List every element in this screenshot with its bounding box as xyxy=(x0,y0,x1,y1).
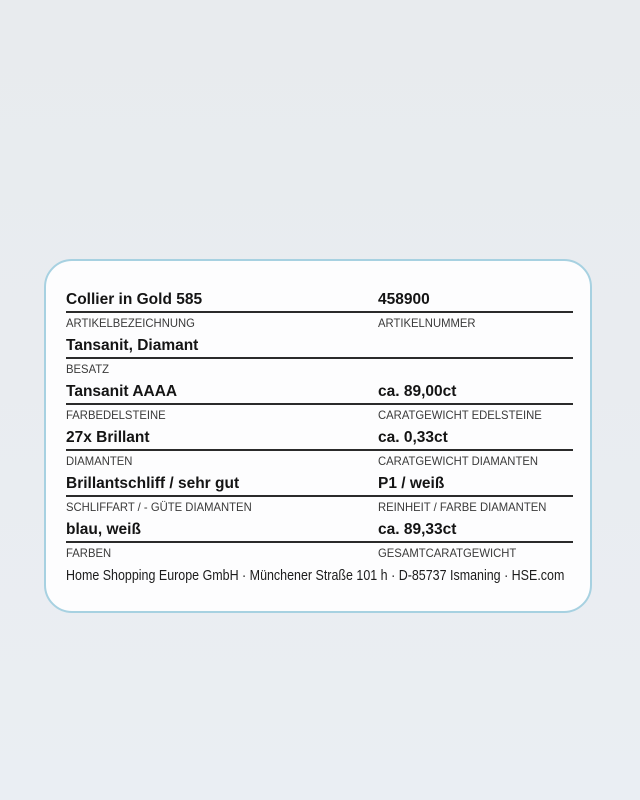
clarity-color-value: P1 / weiß xyxy=(378,475,445,492)
besatz-value: Tansanit, Diamant xyxy=(66,337,199,354)
spec-values xyxy=(66,383,573,405)
spec-values xyxy=(66,521,573,543)
company-address: Home Shopping Europe GmbH · Münchener Straße 101 h · D-85737 Ismaning · HSE.com xyxy=(66,568,565,584)
gemstone-carat-label: CARATGEWICHT EDELSTEINE xyxy=(378,408,542,422)
gemstone-value: Tansanit AAAA xyxy=(66,383,178,400)
spec-labels xyxy=(66,451,573,469)
spec-labels xyxy=(66,543,573,561)
colors-value: blau, weiß xyxy=(66,521,141,538)
diamond-carat-value: ca. 0,33ct xyxy=(378,429,448,446)
spec-row-farben xyxy=(66,521,573,561)
gemstone-label: FARBEDELSTEINE xyxy=(66,408,166,422)
diamond-value: 27x Brillant xyxy=(66,429,150,446)
diamond-carat-label: CARATGEWICHT DIAMANTEN xyxy=(378,454,539,468)
spec-row-article xyxy=(66,291,573,331)
besatz-label: BESATZ xyxy=(66,362,110,376)
spec-row-besatz xyxy=(66,337,573,377)
spec-labels xyxy=(66,359,573,377)
article-number-value: 458900 xyxy=(378,291,430,308)
article-number-label: ARTIKELNUMMER xyxy=(378,316,476,330)
spec-labels xyxy=(66,405,573,423)
cut-quality-value: Brillantschliff / sehr gut xyxy=(66,475,240,492)
colors-label: FARBEN xyxy=(66,546,112,560)
spec-values xyxy=(66,337,573,359)
spec-values xyxy=(66,291,573,313)
spec-row-farbedelsteine xyxy=(66,383,573,423)
spec-values xyxy=(66,429,573,451)
clarity-color-label: REINHEIT / FARBE DIAMANTEN xyxy=(378,500,547,514)
product-info-card xyxy=(44,259,592,613)
spec-labels xyxy=(66,497,573,515)
besatz-label2 xyxy=(378,362,573,377)
spec-row-schliffart xyxy=(66,475,573,515)
article-name-label: ARTIKELBEZEICHNUNG xyxy=(66,316,195,330)
gemstone-carat-value: ca. 89,00ct xyxy=(378,383,457,400)
spec-labels xyxy=(66,313,573,331)
article-name-value: Collier in Gold 585 xyxy=(66,291,203,308)
spec-row-diamanten xyxy=(66,429,573,469)
diamond-label: DIAMANTEN xyxy=(66,454,133,468)
cut-quality-label: SCHLIFFART / - GÜTE DIAMANTEN xyxy=(66,500,252,514)
total-carat-value: ca. 89,33ct xyxy=(378,521,457,538)
spec-values xyxy=(66,475,573,497)
total-carat-label: GESAMTCARATGEWICHT xyxy=(378,546,517,560)
